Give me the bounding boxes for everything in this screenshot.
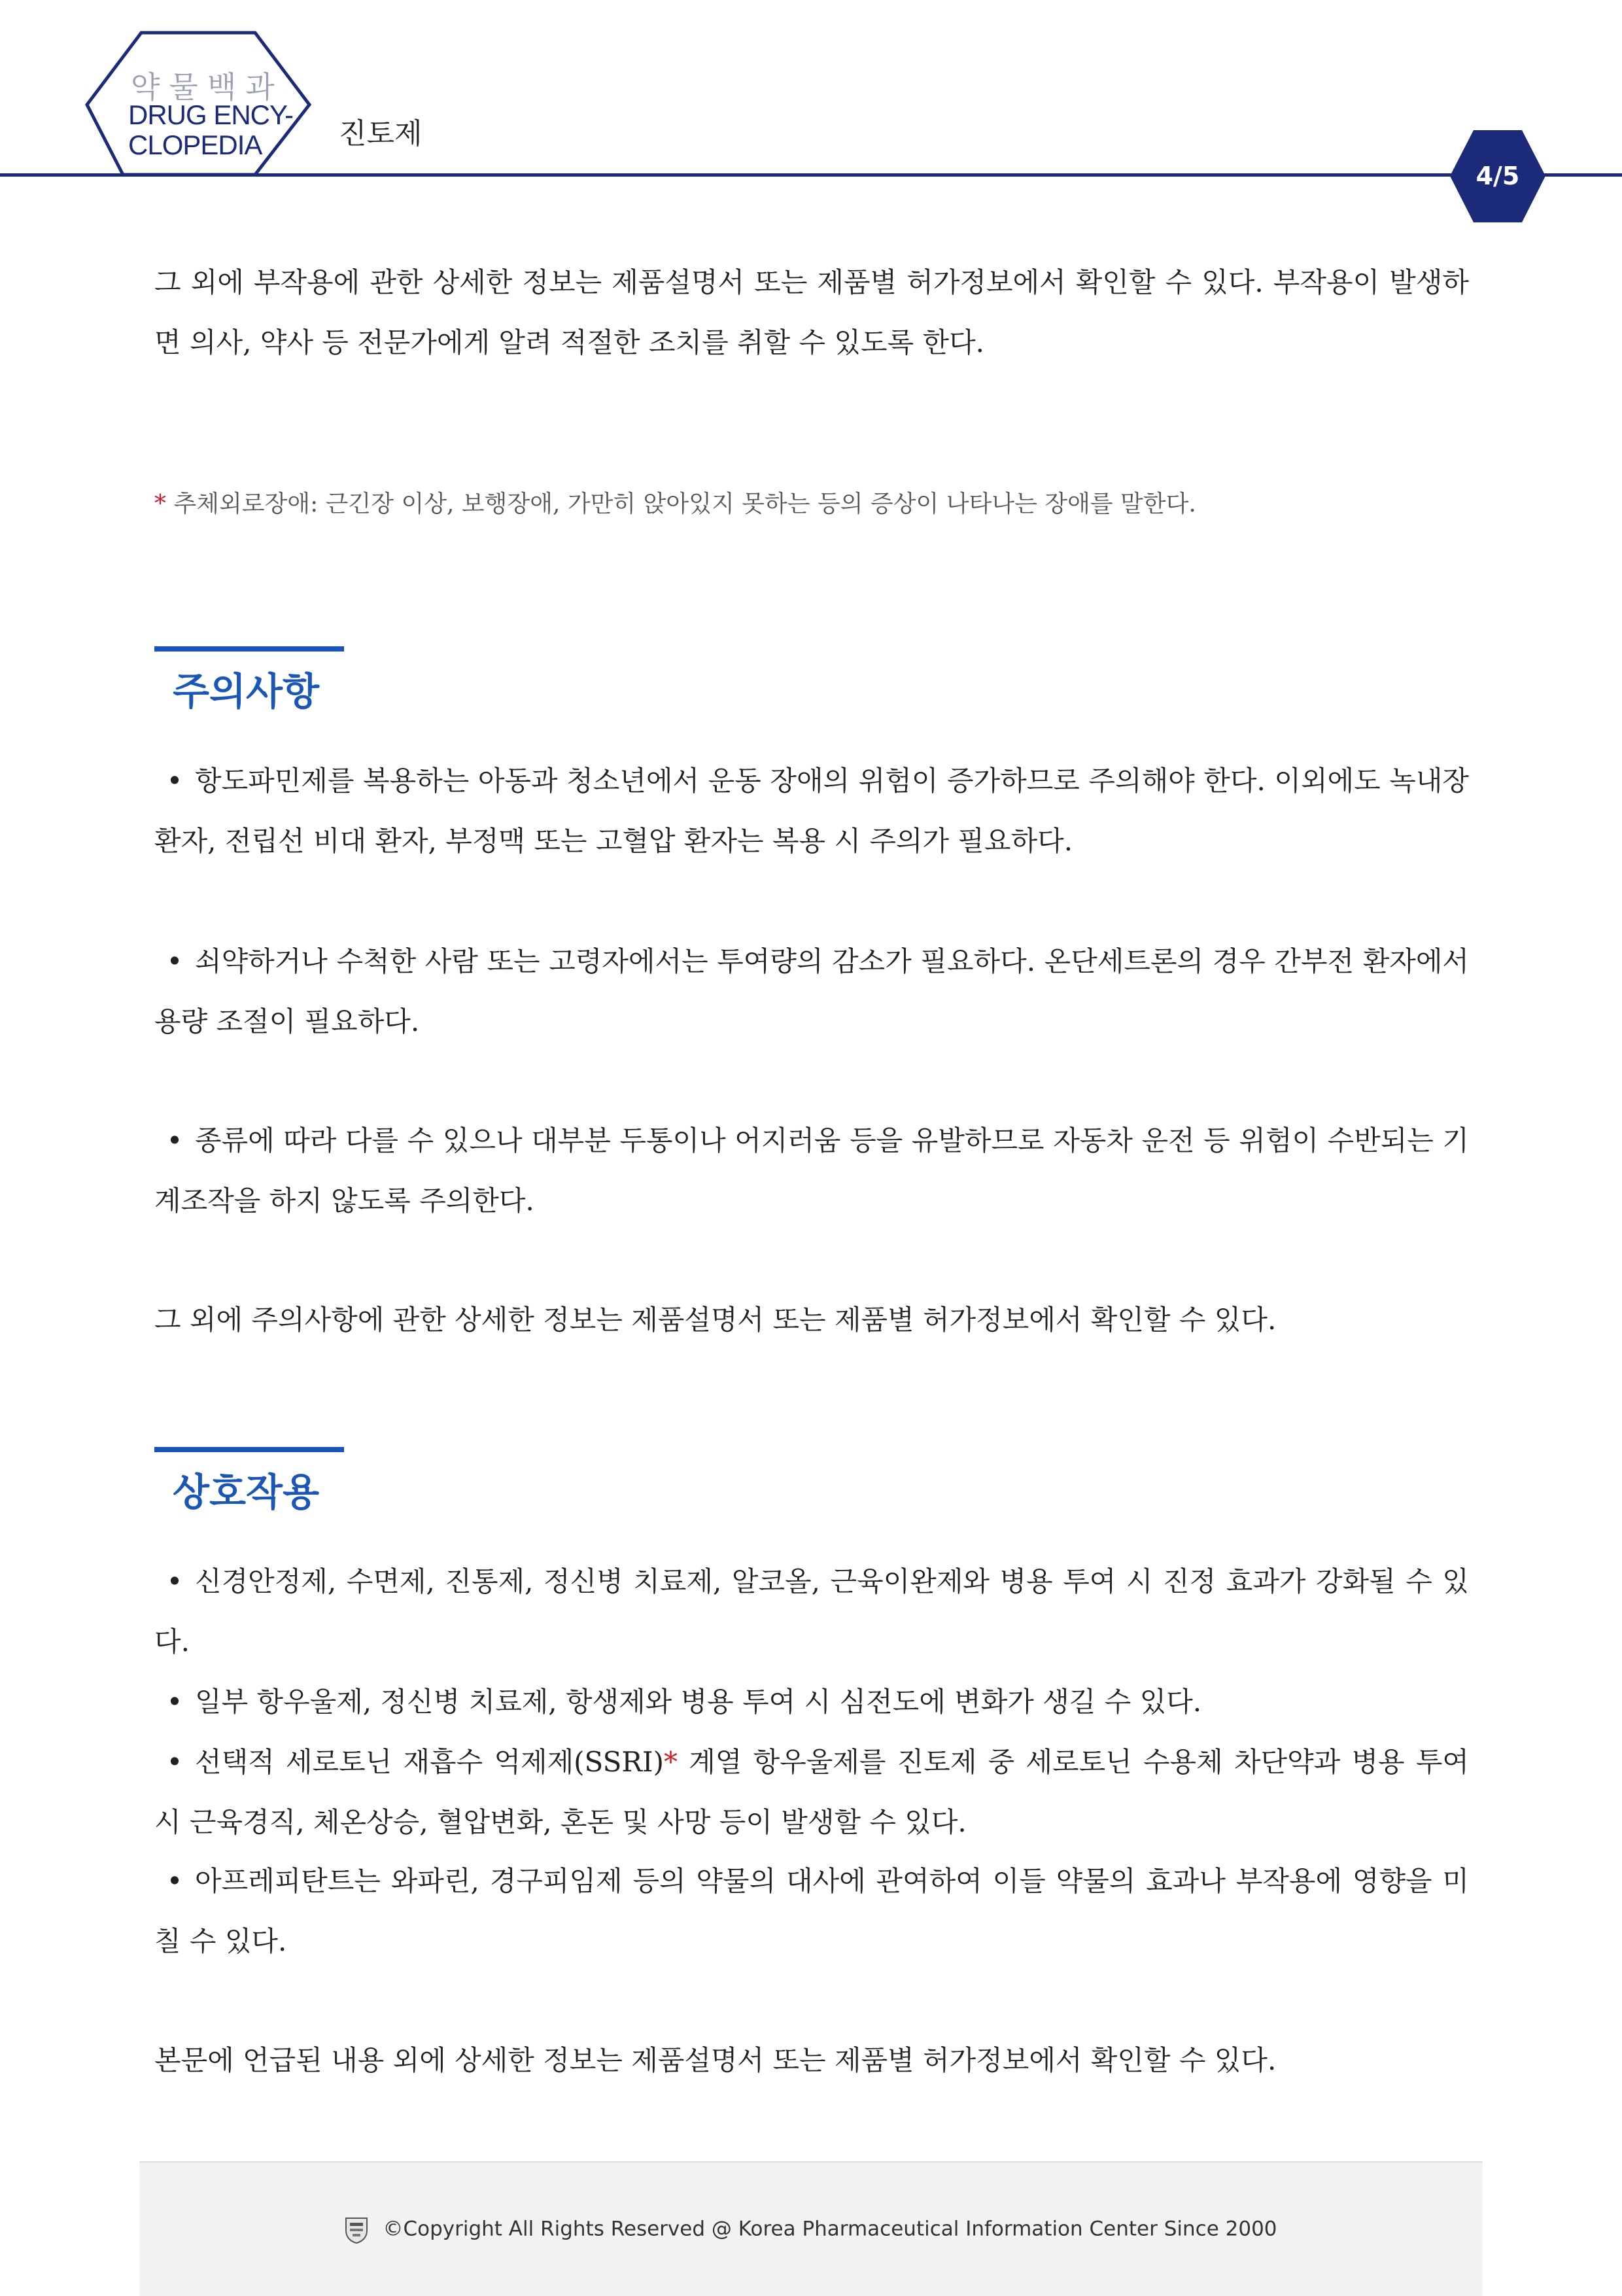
footnote	[154, 485, 1469, 519]
drug-encyclopedia-logo	[84, 29, 313, 177]
page-title: 진토제	[339, 117, 423, 150]
precaution-item-text: 항도파민제를 복용하는 아동과 청소년에서 운동 장애의 위험이 증가하므로 주의해야 한다. 이외에도 녹내장 환자, 전립선 비대 환자, 부정맥 또는 고혈압 환자는 복용 시 주의가 필요하다.	[154, 765, 1469, 857]
footnote-mark: *	[154, 491, 166, 517]
bullet-icon: •	[166, 1686, 183, 1718]
precautions-heading-bar	[154, 646, 344, 652]
precaution-item	[154, 931, 1469, 1052]
bullet-icon: •	[166, 1565, 183, 1597]
precautions-closing-paragraph: 그 외에 주의사항에 관한 상세한 정보는 제품설명서 또는 제품별 허가정보에서 확인할 수 있다.	[154, 1304, 1277, 1336]
interaction-item-text: 아프레피탄트는 와파린, 경구피임제 등의 약물의 대사에 관여하여 이들 약물의 효과나 부작용에 영향을 미칠 수 있다.	[154, 1865, 1469, 1957]
ssri-text-before: 선택적 세로토닌 재흡수 억제제(SSRI)	[195, 1746, 664, 1778]
logo-english-text	[128, 100, 324, 160]
bullet-icon: •	[166, 1865, 183, 1897]
footer-copyright-row	[139, 2216, 1483, 2244]
bullet-icon: •	[166, 1124, 183, 1157]
logo-english-line1: DRUG ENCY-	[128, 99, 294, 130]
precaution-item	[154, 1111, 1469, 1231]
page-indicator: 4/5	[1475, 162, 1520, 190]
header-divider	[0, 173, 1622, 177]
logo-korean-text: 약물백과	[131, 69, 284, 105]
precautions-heading: 주의사항	[173, 669, 320, 714]
interactions-heading-bar	[154, 1447, 344, 1452]
interaction-item	[154, 1732, 1469, 1852]
copyright-text: ©Copyright All Rights Reserved @ Korea Pharmaceutical Information Center Since 2000	[383, 2217, 1277, 2241]
side-effects-closing-paragraph: 그 외에 부작용에 관한 상세한 정보는 제품설명서 또는 제품별 허가정보에서 확인할 수 있다. 부작용이 발생하면 의사, 약사 등 전문가에게 알려 적절한 조치를 취할 수 있도록 한다.	[154, 266, 1469, 358]
precaution-item	[154, 751, 1469, 871]
interaction-item	[154, 1851, 1469, 1972]
footer	[139, 2161, 1483, 2296]
precaution-item-text: 종류에 따라 다를 수 있으나 대부분 두통이나 어지러움 등을 유발하므로 자동차 운전 등 위험이 수반되는 기계조작을 하지 않도록 주의한다.	[154, 1124, 1469, 1217]
precaution-item-text: 쇠약하거나 수척한 사람 또는 고령자에서는 투여량의 감소가 필요하다. 온단세트론의 경우 간부전 환자에서 용량 조절이 필요하다.	[154, 945, 1469, 1037]
interaction-item-text: 신경안정제, 수면제, 진통제, 정신병 치료제, 알코올, 근육이완제와 병용 투여 시 진정 효과가 강화될 수 있다.	[154, 1565, 1469, 1658]
interactions-closing-paragraph: 본문에 언급된 내용 외에 상세한 정보는 제품설명서 또는 제품별 허가정보에서 확인할 수 있다.	[154, 2044, 1277, 2076]
logo-english-line2: CLOPEDIA	[128, 130, 262, 160]
footnote-text: 추체외로장애: 근긴장 이상, 보행장애, 가만히 앉아있지 못하는 등의 증상이 나타나는 장애를 말한다.	[173, 491, 1196, 517]
interaction-item-text: 일부 항우울제, 정신병 치료제, 항생제와 병용 투여 시 심전도에 변화가 생길 수 있다.	[195, 1686, 1202, 1718]
ssri-note-mark: *	[663, 1746, 678, 1778]
kpic-emblem-icon	[345, 2216, 368, 2244]
bullet-icon: •	[166, 1746, 183, 1778]
ssri-text-after: 계열 항우울제를 진토제 중 세로토닌 수용체 차단약과 병용 투여 시 근육경직, 체온상승, 혈압변화, 혼돈 및 사망 등이 발생할 수 있다.	[154, 1746, 1469, 1838]
interaction-item	[154, 1552, 1469, 1672]
interactions-heading: 상호작용	[173, 1470, 320, 1514]
bullet-icon: •	[166, 765, 183, 797]
interaction-item	[154, 1672, 1469, 1732]
bullet-icon: •	[166, 945, 183, 977]
page-indicator-badge	[1449, 129, 1547, 224]
